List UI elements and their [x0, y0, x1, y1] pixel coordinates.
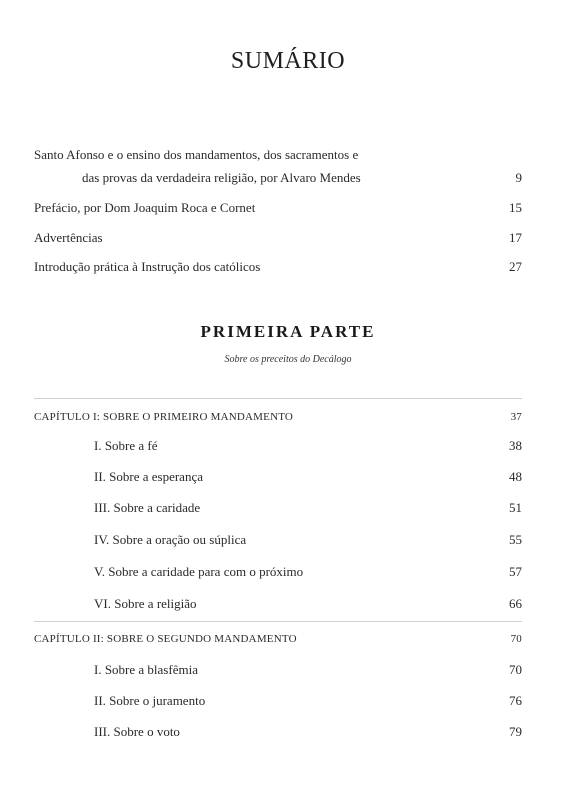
- toc-entry-text: Prefácio, por Dom Joaquim Roca e Cornet: [34, 200, 256, 215]
- divider: [34, 398, 522, 399]
- toc-entry-page: 17: [509, 230, 522, 245]
- toc-section-page: 70: [509, 662, 522, 677]
- toc-chapter-title: CAPÍTULO I: SOBRE O PRIMEIRO MANDAMENTO: [34, 411, 294, 423]
- toc-section-text: V. Sobre a caridade para com o próximo: [94, 564, 304, 579]
- toc-section-page: 57: [509, 564, 522, 579]
- toc-entry-text: Santo Afonso e o ensino dos mandamentos, dos sacramentos e: [34, 147, 359, 162]
- toc-entry-page: 9: [515, 170, 522, 185]
- toc-section-text: III. Sobre a caridade: [94, 500, 201, 515]
- toc-section-page: 76: [509, 693, 522, 708]
- toc-section-text: I. Sobre a fé: [94, 438, 158, 453]
- part-title: PRIMEIRA PARTE: [200, 322, 376, 341]
- toc-chapter-page: 37: [510, 411, 522, 423]
- toc-section-page: 48: [509, 469, 522, 484]
- toc-section-text: I. Sobre a blasfêmia: [94, 662, 198, 677]
- toc-section-page: 79: [509, 724, 522, 739]
- toc-section-page: 51: [509, 500, 522, 515]
- toc-entry-page: 27: [509, 259, 522, 274]
- toc-entry-page: 15: [509, 200, 522, 215]
- toc-section-text: VI. Sobre a religião: [94, 596, 197, 611]
- toc-section-page: 38: [509, 438, 522, 453]
- toc-chapter-page: 70: [510, 633, 522, 645]
- page-title: SUMÁRIO: [230, 48, 346, 74]
- divider: [34, 621, 522, 622]
- part-subtitle: Sobre os preceitos do Decálogo: [224, 354, 352, 365]
- toc-section-page: 66: [509, 596, 522, 611]
- toc-entry-text: Advertências: [34, 230, 103, 245]
- toc-chapter-title: CAPÍTULO II: SOBRE O SEGUNDO MANDAMENTO: [34, 633, 297, 645]
- toc-section-text: II. Sobre o juramento: [94, 693, 206, 708]
- toc-entry-text: Introdução prática à Instrução dos católicos: [34, 259, 261, 274]
- toc-section-page: 55: [509, 532, 522, 547]
- toc-section-text: II. Sobre a esperança: [94, 469, 203, 484]
- toc-entry-text-continued: das provas da verdadeira religião, por Alvaro Mendes: [82, 170, 361, 185]
- toc-section-text: IV. Sobre a oração ou súplica: [94, 532, 247, 547]
- toc-section-text: III. Sobre o voto: [94, 724, 180, 739]
